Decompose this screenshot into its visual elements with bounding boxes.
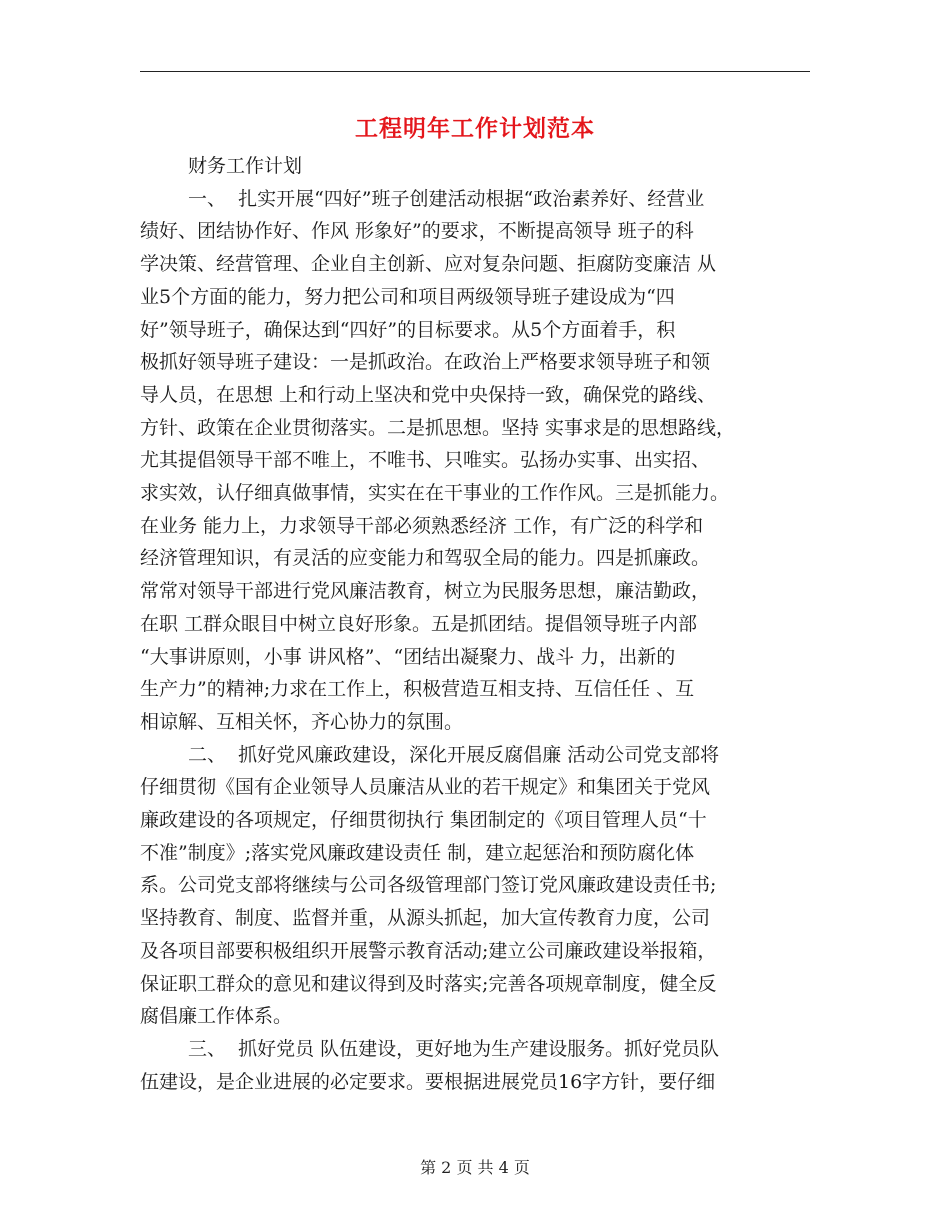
text-line: 一、 扎实开展“四好”班子创建活动根据“政治素养好、经营业 xyxy=(188,187,705,210)
text-line: 学决策、经营管理、企业自主创新、应对复杂问题、拒腐防变廉洁 从 xyxy=(140,253,717,276)
text-line: 不准”制度》;落实党风廉政建设责任 制，建立起惩治和预防腐化体 xyxy=(140,841,695,864)
text-line: 尤其提倡领导干部不唯上，不唯书、只唯实。弘扬办实事、出实招、 xyxy=(140,449,711,472)
text-line: 系。公司党支部将继续与公司各级管理部门签订党风廉政建设责任书; xyxy=(140,874,717,897)
text-line: 业5个方面的能力，努力把公司和项目两级领导班子建设成为“四 xyxy=(140,285,675,308)
text-line: 极抓好领导班子建设：一是抓政治。在政治上严格要求领导班子和领 xyxy=(140,351,711,374)
text-line: 伍建设，是企业进展的必定要求。要根据进展党员16字方针，要仔细 xyxy=(140,1070,716,1093)
text-line: 三、 抓好党员 队伍建设，更好地为生产建设服务。抓好党员队 xyxy=(188,1037,720,1060)
text-line: 绩好、团结协作好、作风 形象好”的要求，不断提高领导 班子的科 xyxy=(140,220,694,243)
text-line: 生产力”的精神;力求在工作上，积极营造互相支持、互信任任 、互 xyxy=(140,678,695,701)
document-title: 工程明年工作计划范本 xyxy=(355,116,595,142)
text-line: 在业务 能力上，力求领导干部必须熟悉经济 工作，有广泛的科学和 xyxy=(140,514,704,537)
text-line: 保证职工群众的意见和建议得到及时落实;完善各项规章制度，健全反 xyxy=(140,972,717,995)
text-line: 在职 工群众眼目中树立良好形象。五是抓团结。提倡领导班子内部 xyxy=(140,612,698,635)
text-line: 仔细贯彻《国有企业领导人员廉洁从业的若干规定》和集团关于党风 xyxy=(140,776,711,799)
text-line: 导人员，在思想 上和行动上坚决和党中央保持一致，确保党的路线、 xyxy=(140,383,717,406)
text-line: 求实效，认仔细真做事情，实实在在干事业的工作作风。三是抓能力。 xyxy=(140,482,730,504)
text-line: 坚持教育、制度、监督并重，从源头抓起，加大宣传教育力度，公司 xyxy=(140,907,711,930)
text-line: 常常对领导干部进行党风廉洁教育，树立为民服务思想，廉洁勤政， xyxy=(140,580,711,603)
text-line: “大事讲原则，小事 讲风格”、“团结出凝聚力、战斗 力，出新的 xyxy=(140,645,676,668)
text-line: 方针、政策在企业贯彻落实。二是抓思想。坚持 实事求是的思想路线， xyxy=(140,416,736,439)
text-line: 及各项目部要积极组织开展警示教育活动;建立公司廉政建设举报箱， xyxy=(140,939,717,962)
text-line: 腐倡廉工作体系。 xyxy=(140,1005,293,1028)
text-line: 二、 抓好党风廉政建设，深化开展反腐倡廉 活动公司党支部将 xyxy=(188,743,720,766)
text-line: 好”领导班子，确保达到“四好”的目标要求。从5个方面着手，积 xyxy=(140,318,676,341)
text-line: 廉政建设的各项规定，仔细贯彻执行 集团制定的《项目管理人员“十 xyxy=(140,809,707,831)
text-line: 相谅解、互相关怀，齐心协力的氛围。 xyxy=(140,710,464,733)
text-line: 经济管理知识，有灵活的应变能力和驾驭全局的能力。四是抓廉政。 xyxy=(140,547,711,570)
page-footer: 第 2 页 共 4 页 xyxy=(420,1158,530,1177)
text-line: 财务工作计划 xyxy=(188,155,303,177)
header-rule xyxy=(140,71,810,72)
